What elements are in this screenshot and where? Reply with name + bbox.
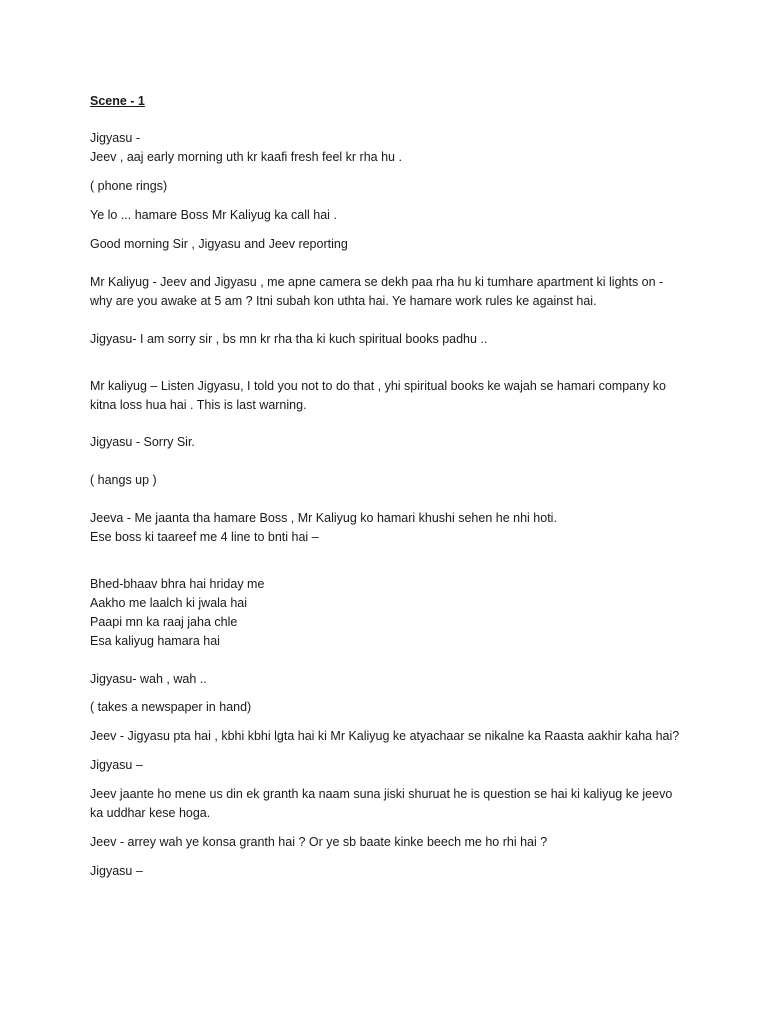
script-line: Mr Kaliyug - Jeev and Jigyasu , me apne camera se dekh paa rha hu ki tumhare apartment ki lights on - — [90, 275, 664, 289]
scene-title: Scene - 1 — [90, 94, 145, 108]
script-line: Jigyasu - Sorry Sir. — [90, 435, 195, 449]
script-line: Jigyasu- wah , wah .. — [90, 672, 207, 686]
poem-line: Esa kaliyug hamara hai — [90, 634, 220, 648]
script-line: Ese boss ki taareef me 4 line to bnti hai – — [90, 530, 319, 544]
script-line: Jigyasu- I am sorry sir , bs mn kr rha tha ki kuch spiritual books padhu .. — [90, 332, 488, 346]
script-line: ( takes a newspaper in hand) — [90, 700, 252, 714]
script-line: Jeev jaante ho mene us din ek granth ka naam suna jiski shuruat he is question se hai ki kaliyug ke jeevo — [90, 787, 673, 801]
poem-line: Bhed-bhaav bhra hai hriday me — [90, 577, 265, 591]
script-line: kitna loss hua hai . This is last warning. — [90, 398, 307, 412]
script-line: Jeeva - Me jaanta tha hamare Boss , Mr Kaliyug ko hamari khushi sehen he nhi hoti. — [90, 511, 557, 525]
script-line: Mr kaliyug – Listen Jigyasu, I told you not to do that , yhi spiritual books ke wajah se hamari company ko — [90, 379, 666, 393]
script-line: Jeev , aaj early morning uth kr kaafi fresh feel kr rha hu . — [90, 150, 402, 164]
poem-line: Aakho me laalch ki jwala hai — [90, 596, 248, 610]
script-line: ( hangs up ) — [90, 473, 157, 487]
script-line: why are you awake at 5 am ? Itni subah kon uthta hai. Ye hamare work rules ke against hai. — [90, 294, 597, 308]
script-line: Good morning Sir , Jigyasu and Jeev reporting — [90, 237, 348, 251]
script-line: Jeev - arrey wah ye konsa granth hai ? Or ye sb baate kinke beech me ho rhi hai ? — [90, 835, 548, 849]
script-line: ( phone rings) — [90, 179, 168, 193]
script-line: Ye lo ... hamare Boss Mr Kaliyug ka call hai . — [90, 208, 337, 222]
script-line: Jigyasu - — [90, 131, 141, 145]
poem-line: Paapi mn ka raaj jaha chle — [90, 615, 238, 629]
script-line: ka uddhar kese hoga. — [90, 806, 211, 820]
script-line: Jigyasu – — [90, 864, 143, 878]
script-line: Jigyasu – — [90, 758, 143, 772]
script-line: Jeev - Jigyasu pta hai , kbhi kbhi lgta hai ki Mr Kaliyug ke atyachaar se nikalne ka Raasta aakhir kaha hai? — [90, 729, 680, 743]
